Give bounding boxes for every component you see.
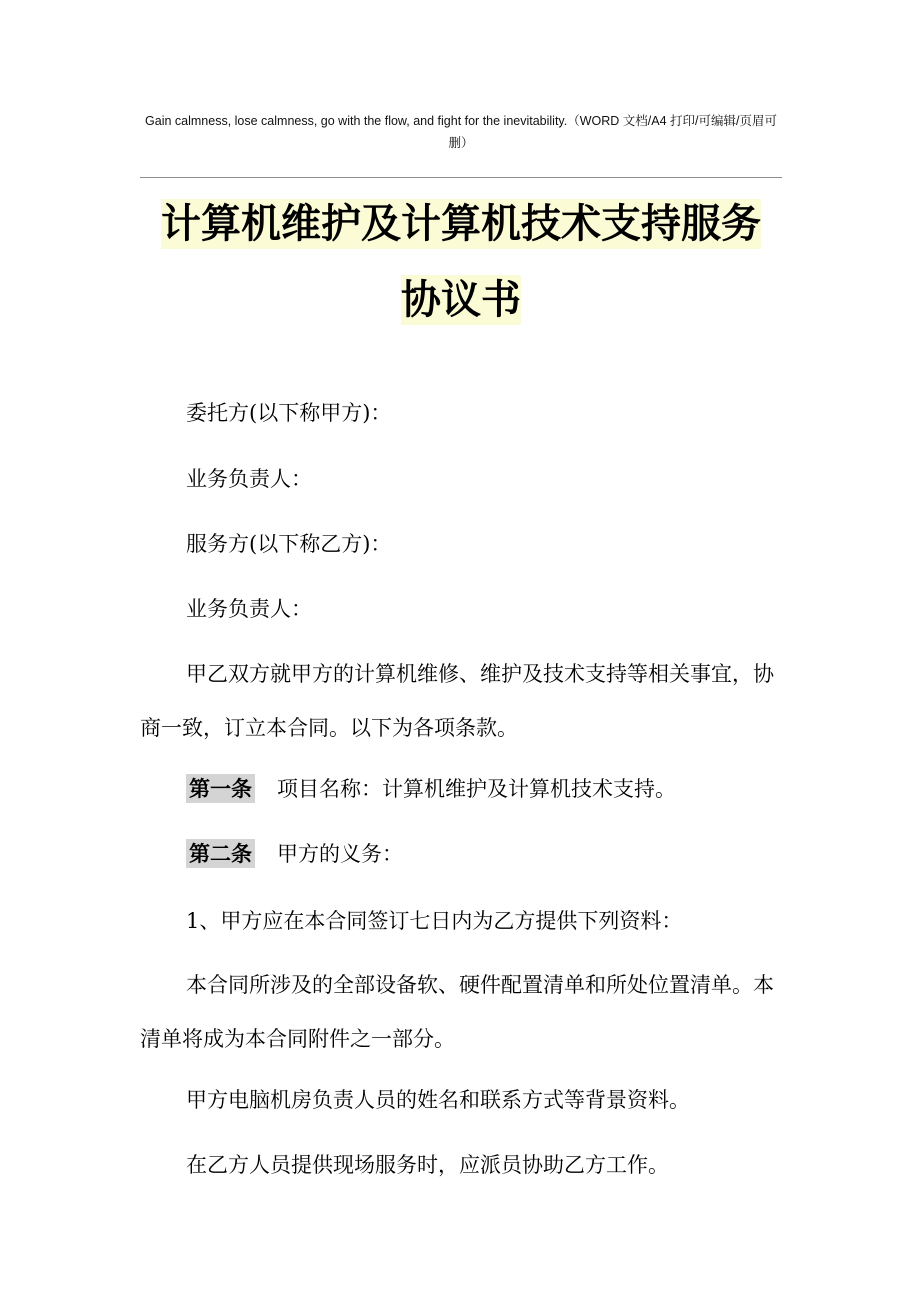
provider-field: 服务方(以下称乙方)： (186, 532, 392, 556)
article-2 (140, 827, 782, 881)
title-line-1: 计算机维护及计算机技术支持服务 (161, 201, 761, 247)
item-1b: 甲方电脑机房负责人员的姓名和联系方式等背景资料。 (186, 1088, 690, 1112)
article-2-label: 第二条 (186, 839, 255, 868)
header-divider (140, 177, 782, 178)
item-1: 1、甲方应在本合同签订七日内为乙方提供下列资料： (186, 909, 683, 933)
article-1 (140, 762, 782, 816)
document-title (140, 186, 782, 338)
provider-manager-field: 业务负责人： (186, 597, 312, 621)
title-line-2: 协议书 (401, 277, 521, 323)
article-2-text: 甲方的义务： (277, 842, 403, 866)
client-manager-field: 业务负责人： (186, 467, 312, 491)
item-1a: 本合同所涉及的全部设备软、硬件配置清单和所处位置清单。本清单将成为本合同附件之一部分。 (140, 973, 774, 1051)
page-header: Gain calmness, lose calmness, go with the flow, and fight for the inevitability.（WORD 文档/A4 打印/可编辑/页眉可删） (145, 114, 777, 150)
client-field: 委托方(以下称甲方)： (186, 401, 392, 425)
item-1c: 在乙方人员提供现场服务时，应派员协助乙方工作。 (186, 1153, 669, 1177)
article-1-label: 第一条 (186, 774, 255, 803)
article-1-text: 项目名称：计算机维护及计算机技术支持。 (277, 777, 676, 801)
intro-paragraph: 甲乙双方就甲方的计算机维修、维护及技术支持等相关事宜，协商一致，订立本合同。以下为各项条款。 (140, 662, 774, 740)
